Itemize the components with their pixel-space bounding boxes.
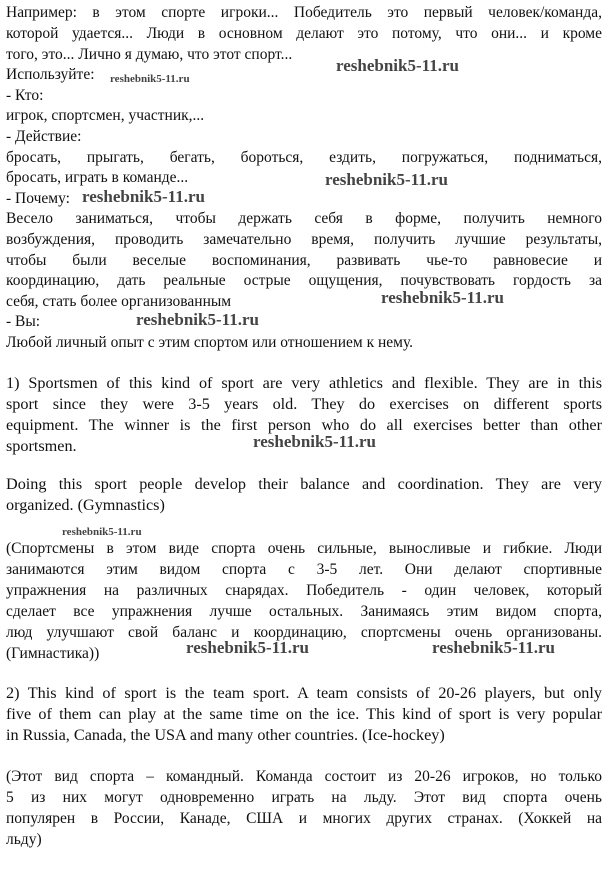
answer1-ru-line-1: (Спортсмены в этом виде спорта очень сильные, выносливые и гибкие. Люди xyxy=(6,540,602,557)
watermark: reshebnik5-11.ru xyxy=(381,288,504,307)
watermark: reshebnik5-11.ru xyxy=(82,187,205,206)
answer1-ru-line-6: (Гимнастика)) xyxy=(6,645,100,662)
action-line-1: бросать, прыгать, бегать, бороться, ездить, погружаться, подниматься, xyxy=(6,149,602,166)
answer2-ru-line-1: (Этот вид спорта – командный. Команда состоит из 20-26 игроков, но только xyxy=(6,768,602,785)
answer2-en-line-1: 2) This kind of sport is the team sport. A team consists of 20-26 players, but only xyxy=(6,684,602,702)
answer1-en-line-2: sport since they were 3-5 years old. They do exercises on different sports xyxy=(6,395,602,413)
answer1-ru-line-2: занимаются этим видом спорта с 3-5 лет. Они делают спортивные xyxy=(6,561,602,578)
watermark: reshebnik5-11.ru xyxy=(325,170,448,189)
you-label: - Вы: xyxy=(6,313,41,330)
example-line-2: которой удается... Люди в основном делают это потому, что они... и кроме xyxy=(6,25,602,42)
answer2-en-line-2: five of them can play at the same time on the ice. This kind of sport is very popular xyxy=(6,705,602,723)
why-line-2: возбуждения, проводить замечательно время, получить лучшие результаты, xyxy=(6,231,602,248)
answer1-ru-line-5: люд улучшают свой баланс и координацию, спортсмены очень организованы. xyxy=(6,624,602,641)
why-label: - Почему: xyxy=(6,190,70,207)
answer1-en-line-4: sportsmen. xyxy=(6,437,77,455)
watermark: reshebnik5-11.ru xyxy=(136,310,259,329)
answer1-ru-line-3: упражнения на различных снарядах. Победитель - один человек, который xyxy=(6,582,602,599)
why-line-5: себя, стать более организованным xyxy=(6,293,232,310)
answer1-ru-line-4: сделает все упражнения лучше остальных. Занимаясь этим видом спорта, xyxy=(6,603,602,620)
answer1-en-line-3: equipment. The winner is the first person who do all exercises better than other xyxy=(6,416,602,434)
answer1-en2-line-1: Doing this sport people develop their balance and coordination. They are very xyxy=(6,475,602,493)
action-label: - Действие: xyxy=(6,128,82,145)
watermark: reshebnik5-11.ru xyxy=(110,73,190,85)
watermark: reshebnik5-11.ru xyxy=(432,638,555,657)
why-line-4: координацию, дать реальные острые ощущения, почувствовать гордость за xyxy=(6,272,602,289)
watermark: reshebnik5-11.ru xyxy=(253,432,376,451)
example-line-1: Например: в этом спорте игроки... Победитель это первый человек/команда, xyxy=(6,4,602,21)
who-text: игрок, спортсмен, участник,... xyxy=(6,107,205,124)
action-line-2: бросать, играть в команде... xyxy=(6,169,189,186)
why-line-3: чтобы были веселые воспоминания, развивать чье-то равновесие и xyxy=(6,252,602,269)
watermark: reshebnik5-11.ru xyxy=(336,56,459,75)
answer1-en2-line-2: organized. (Gymnastics) xyxy=(6,496,165,514)
answer2-ru-line-4: льду) xyxy=(6,831,42,848)
why-line-1: Весело заниматься, чтобы держать себя в форме, получить немного xyxy=(6,210,602,227)
you-text: Любой личный опыт с этим спортом или отношением к нему. xyxy=(6,334,414,351)
answer2-ru-line-3: популярен в России, Канаде, США и многих других странах. (Хоккей на xyxy=(6,810,602,827)
use-label: Используйте: xyxy=(6,66,95,83)
watermark: reshebnik5-11.ru xyxy=(186,638,309,657)
answer1-en-line-1: 1) Sportsmen of this kind of sport are very athletics and flexible. They are in this xyxy=(6,374,602,392)
who-label: - Кто: xyxy=(6,87,44,104)
answer2-en-line-3: in Russia, Canada, the USA and many other countries. (Ice-hockey) xyxy=(6,726,445,744)
watermark: reshebnik5-11.ru xyxy=(62,526,142,538)
answer2-ru-line-2: 5 из них могут одновременно играть на льду. Этот вид спорта очень xyxy=(6,789,602,806)
example-line-3: того, это... Лично я думаю, что этот спорт... xyxy=(6,46,293,63)
